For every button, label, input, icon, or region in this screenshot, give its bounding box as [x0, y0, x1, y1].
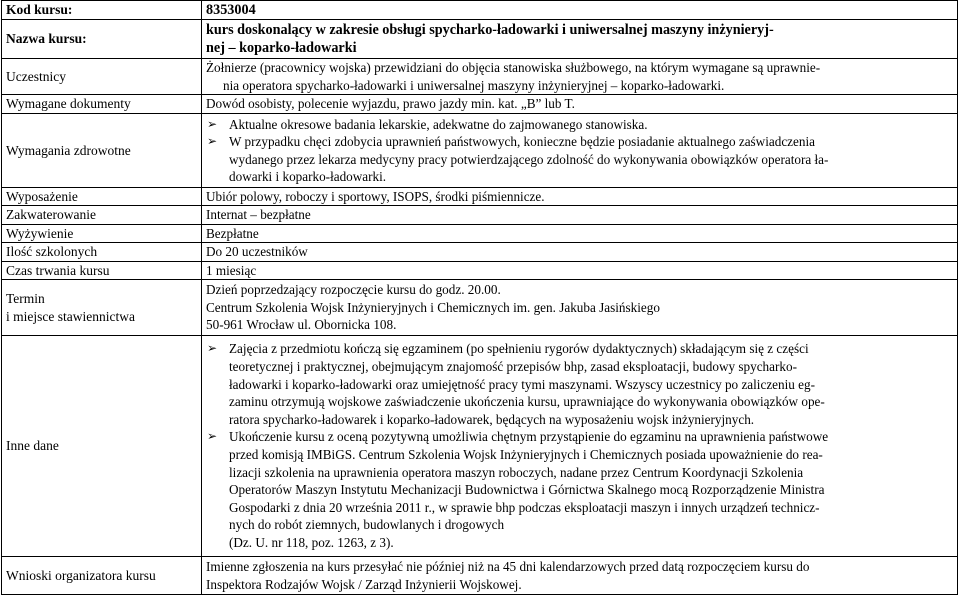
row-inne: [2, 336, 958, 557]
value-termin-line: Centrum Szkolenia Wojsk Inżynieryjnych i Chemicznych im. gen. Jakuba Jasińskiego: [206, 299, 660, 315]
arrow-bullet-icon: ➢: [207, 134, 218, 149]
label-wyzywienie: Wyżywienie: [2, 224, 202, 242]
row-nazwa: [2, 20, 958, 59]
label-dokumenty: Wymagane dokumenty: [2, 95, 202, 114]
label-uczestnicy: Uczestnicy: [2, 59, 202, 95]
row-zdrowotne: [2, 114, 958, 188]
list-item-line: (Dz. U. nr 118, poz. 1263, z 3).: [229, 535, 394, 550]
label-wyposazenie: Wyposażenie: [2, 188, 202, 206]
label-ilosc: Ilość szkolonych: [2, 243, 202, 261]
list-item-line: ratora spycharko-ładowarek i koparko-ładowarek, będących na wyposażeniu wojsk inżynieryjnych.: [229, 411, 755, 427]
list-item-line: wydanego przez lekarza medycyny pracy potwierdzającego zdolność do wykonywania obowiązków operatora ła-: [229, 151, 829, 167]
label-nazwa: Nazwa kursu:: [2, 20, 202, 59]
row-wyzywienie: [2, 224, 958, 242]
value-kod: 8353004: [202, 1, 958, 20]
value-ilosc: Do 20 uczestników: [202, 243, 958, 261]
row-czas: [2, 261, 958, 279]
label-inne: Inne dane: [2, 336, 202, 557]
label-termin: [2, 280, 202, 336]
value-wnioski: [202, 557, 958, 595]
value-zakwaterowanie: Internat – bezpłatne: [202, 206, 958, 224]
list-item: [206, 133, 953, 185]
arrow-bullet-icon: ➢: [207, 429, 218, 444]
arrow-bullet-icon: ➢: [207, 116, 218, 131]
value-nazwa: [202, 20, 958, 59]
label-termin-line1: Termin: [6, 291, 45, 307]
value-nazwa-line1: kurs doskonalący w zakresie obsługi spycharko-ładowarki i uniwersalnej maszyny inżynieryj-: [206, 22, 774, 38]
list-item-line: Operatorów Maszyn Instytutu Mechanizacji Budownictwa i Górnictwa Skalnego mocą Rozporządzenie Ministra: [229, 482, 825, 498]
value-uczestnicy: [202, 59, 958, 95]
list-item: [206, 116, 953, 133]
list-item-line: Ukończenie kursu z oceną pozytywną umożliwia chętnym przystąpienie do egzaminu na uprawnienia państwowe: [229, 429, 829, 445]
value-termin-line: 50-961 Wrocław ul. Obornicka 108.: [206, 317, 397, 333]
row-ilosc: [2, 243, 958, 261]
course-info-table: [1, 0, 958, 595]
row-wnioski: [2, 557, 958, 595]
list-item-line: Zajęcia z przedmiotu kończą się egzaminem (po spełnieniu rygorów dydaktycznych) składającym się z części: [229, 341, 809, 357]
row-dokumenty: [2, 95, 958, 114]
value-dokumenty: Dowód osobisty, polecenie wyjazdu, prawo jazdy min. kat. „B” lub T.: [202, 95, 958, 114]
list-item-line: nych do robót ziemnych, budowlanych i drogowych: [229, 517, 505, 533]
label-czas: Czas trwania kursu: [2, 261, 202, 279]
label-termin-line2: i miejsce stawiennictwa: [6, 308, 135, 324]
label-zakwaterowanie: Zakwaterowanie: [2, 206, 202, 224]
label-zdrowotne: Wymagania zdrowotne: [2, 114, 202, 188]
value-wnioski-line1: Imienne zgłoszenia na kurs przesyłać nie później niż na 45 dni kalendarzowych przed datą rozpoczęciem kursu do: [206, 559, 810, 575]
value-wyzywienie: Bezpłatne: [202, 224, 958, 242]
value-wnioski-line2: Inspektora Rodzajów Wojsk / Zarząd Inżynierii Wojskowej.: [206, 576, 522, 592]
list-item-line: ładowarki i koparko-ładowarki oraz umiejętność pracy tymi maszynami. Wszyscy uczestnicy po zaliczeniu eg-: [229, 376, 816, 392]
list-item-line: przed komisją IMBiGS. Centrum Szkolenia Wojsk Inżynieryjnych i Chemicznych posiada upoważnienie do rea-: [229, 447, 823, 463]
label-kod: Kod kursu:: [2, 1, 202, 20]
list-item-line: lizacji szkolenia na uprawnienia operatora maszyn roboczych, nadane przez Centrum Koordynacji Szkolenia: [229, 464, 804, 480]
value-termin-line: Dzień poprzedzający rozpoczęcie kursu do godz. 20.00.: [206, 282, 501, 298]
row-uczestnicy: [2, 59, 958, 95]
arrow-bullet-icon: ➢: [207, 341, 218, 356]
value-termin: [202, 280, 958, 336]
row-wyposazenie: [2, 188, 958, 206]
list-item-line: Gospodarki z dnia 20 września 2011 r., w sprawie bhp podczas eksploatacji maszyn i innych urządzeń technicz-: [229, 499, 820, 515]
value-uczestnicy-line2: nia operatora spycharko-ładowarki i uniwersalnej maszyny inżynieryjnej – koparko-ładowarki.: [223, 77, 725, 93]
value-wyposazenie: Ubiór polowy, roboczy i sportowy, ISOPS, środki piśmiennicze.: [202, 188, 958, 206]
value-uczestnicy-line1: Żołnierze (pracownicy wojska) przewidziani do objęcia stanowiska służbowego, na którym wymagane są uprawnie-: [206, 60, 821, 76]
value-zdrowotne: [202, 114, 958, 188]
row-kod: [2, 1, 958, 20]
list-item-line: zaminu otrzymują wojskowe zaświadczenie ukończenia kursu, uprawniające do wykonywania obowiązków ope-: [229, 394, 825, 410]
list-item: [206, 340, 953, 428]
value-czas: 1 miesiąc: [202, 261, 958, 279]
list-item-line: W przypadku chęci zdobycia uprawnień państwowych, konieczne będzie posiadanie aktualnego zaświadczenia: [229, 134, 815, 150]
list-item-line: Aktualne okresowe badania lekarskie, adekwatne do zajmowanego stanowiska.: [229, 116, 648, 132]
row-termin: [2, 280, 958, 336]
list-item: [206, 428, 953, 551]
label-wnioski: Wnioski organizatora kursu: [2, 557, 202, 595]
list-item-line: teoretycznej i praktycznej, obejmującym znajomość przepisów bhp, zasad eksploatacji, budowy spycharko-: [229, 359, 797, 375]
list-item-line: dowarki i koparko-ładowarki.: [229, 168, 387, 184]
value-inne: [202, 336, 958, 557]
row-zakwaterowanie: [2, 206, 958, 224]
value-nazwa-line2: nej – koparko-ładowarki: [206, 40, 357, 56]
